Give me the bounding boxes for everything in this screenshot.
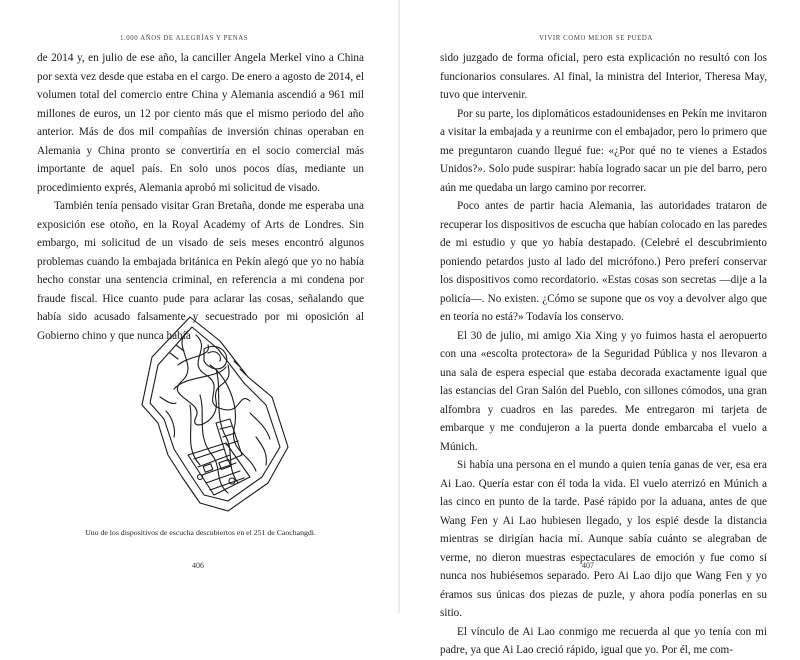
left-body-text [37,49,364,345]
right-running-head: VIVIR COMO MEJOR SE PUEDA [539,35,653,42]
paragraph: El vínculo de Ai Lao conmigo me recuerda al que yo tenía con mi padre, ya que Ai Lao creció rápido, igual que yo. Por él, me com- [440,625,767,656]
figure-caption: Uno de los dispositivos de escucha descubiertos en el 251 de Caochangdi. [85,528,316,537]
page-number: 407 [582,561,594,570]
right-page [400,0,800,656]
left-running-head: 1.000 AÑOS DE ALEGRÍAS Y PENAS [120,35,249,42]
paragraph: Poco antes de partir hacia Alemania, las autoridades trataron de recuperar los dispositivos de escucha que habían colocado en las paredes de mi estudio y que yo había destapado. (Celebré el descubrimiento poniendo petardos justo al lado del micrófono.) Pero preferí conservar los dispositivos como recordatorio. «Estas cosas son secretas —dije a la policía—. No existen. ¿Cómo se supone que os voy a devolver algo que en teoría no está?» Todavía los conservo. [440,200,767,323]
paragraph: sido juzgado de forma oficial, pero esta explicación no resultó con los funcionarios consulares. Al final, la ministra del Interior, Theresa May, tuvo que intervenir. [440,52,767,101]
paragraph: Si había una persona en el mundo a quien tenía ganas de ver, esa era Ai Lao. Quería estar con él toda la vida. El vuelo aterrizó en Múnich a las cinco en punto de la tarde. Pasé rápido por la aduana, antes de que Wang Fen y Ai Lao hubiesen llegado, y los espié desde la distancia mientras se dirigían hacia mí. Aunque sabía cuánto se alegraban de verme, no dieron muestras espectaculares de emoción y fue como si nunca nos hubiésemos separado. Pero Ai Lao dijo que Wang Fen y yo éramos sus únicas dos piezas de puzle, y ahora podía ponerlas en su sitio. [440,459,767,619]
right-body-text [440,49,767,660]
page-number: 406 [192,561,204,570]
paragraph: El 30 de julio, mi amigo Xia Xing y yo fuimos hasta el aeropuerto con una «escolta protectora» de la Seguridad Pública y nos llevaron a una sala de espera especial que estaba decorada exactamente igual que las estancias del Gran Salón del Pueblo, con sillones cómodos, una gran alfombra y cuadros en las paredes. Me entregaron mi tarjeta de embarque y me condujeron a la puerta donde embarcaba el vuelo a Múnich. [440,329,767,453]
paragraph: de 2014 y, en julio de ese año, la canciller Angela Merkel vino a China por sexta vez desde que estaba en el cargo. De enero a agosto de 2014, el volumen total del comercio entre China y Alemania ascendió a 961 mil millones de euros, un 12 por ciento más que el mismo periodo del año anterior. Más de dos mil compañías de inversión chinas operaban en Alemania y China pronto se convertiría en el socio comercial más importante de aquel país. En solo unos pocos días, mediante un procedimiento exprés, Alemania aprobó mi solicitud de visado. [37,52,364,194]
paragraph: Por su parte, los diplomáticos estadounidenses en Pekín me invitaron a visitar la embajada y a reunirme con el embajador, pero lo primero que me preguntaron cuando llegué fue: «¿Por qué no te vienes a Estados Unidos?». Solo pude suspirar: había logrado sacar un pie del barro, pero aún me quedaba un largo camino por recorrer. [440,107,767,194]
paragraph: También tenía pensado visitar Gran Bretaña, donde me esperaba una exposición ese otoño, en la Royal Academy of Arts de Londres. Sin embargo, mi solicitud de un visado de seis meses encontró algunos problemas cuando la embajada británica en Pekín alegó que yo no había hecho constar una sentencia criminal, en referencia a mi condena por fraude fiscal. Hice cuanto pude para aclarar las cosas, señalando que había sido acusado falsamente y secuestrado por mi oposición al Gobierno chino y que nunca había [37,200,364,342]
listening-device-illustration [130,305,295,515]
left-page [0,0,400,613]
